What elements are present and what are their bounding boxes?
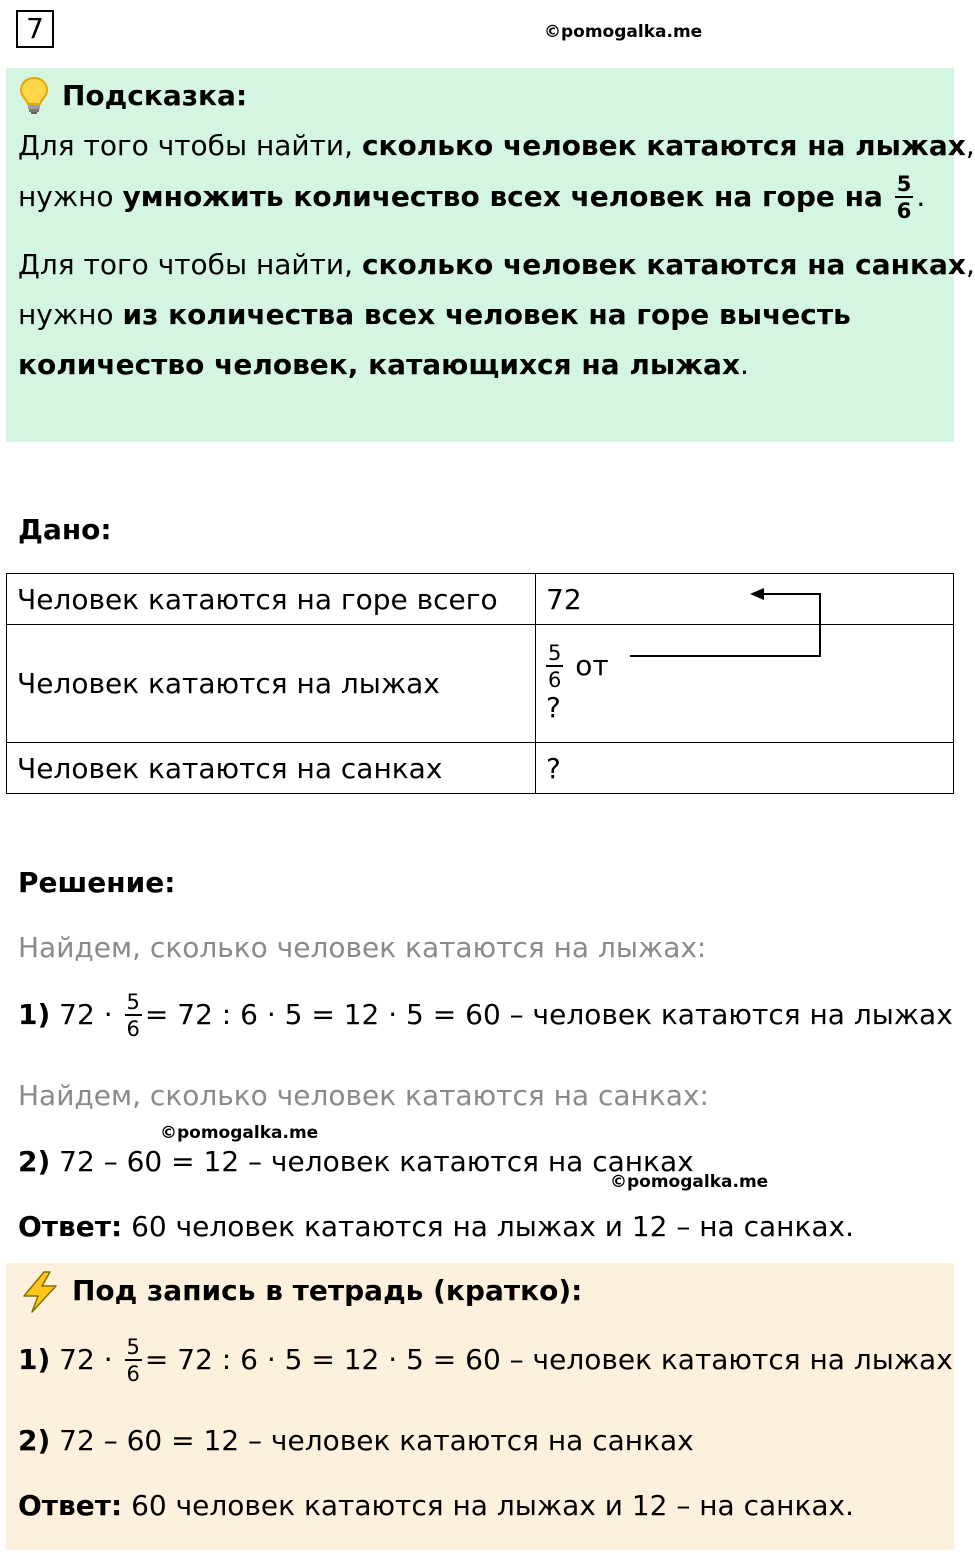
lightbulb-icon — [18, 76, 50, 116]
notebook-step-1: 1) 72 · $\frac{5}{6}$ = 72 : 6 · 5 = 12 · 5 = 60 – человек катаются на лыжах — [18, 1335, 953, 1386]
hint-line-3: Для того чтобы найти, сколько человек катаются на санках, — [18, 248, 975, 281]
solution-step-2: 2) 72 – 60 = 12 – человек катаются на санках — [18, 1145, 694, 1178]
given-label-ski: Человек катаются на лыжах — [7, 625, 536, 743]
hint-line-1: Для того чтобы найти, сколько человек катаются на лыжах, — [18, 129, 975, 162]
hint-line-4: нужно из количества всех человек на горе вычесть — [18, 298, 851, 331]
notebook-step-2: 2) 72 – 60 = 12 – человек катаются на санках — [18, 1424, 694, 1457]
arrow-connector-icon — [600, 580, 840, 670]
hint-line-2: нужно умножить количество всех человек на горе на $\frac{5}{6}$ . — [18, 172, 926, 223]
hint-fraction: $\frac{5}{6}$ — [896, 172, 912, 223]
solution-title: Решение: — [18, 866, 176, 899]
given-title: Дано: — [18, 513, 112, 546]
hint-line-5: количество человек, катающихся на лыжах. — [18, 348, 749, 381]
notebook-title: Под запись в тетрадь (кратко): — [72, 1274, 583, 1307]
solution-find-ski: Найдем, сколько человек катаются на лыжах: — [18, 931, 707, 964]
notebook-answer: Ответ: 60 человек катаются на лыжах и 12 – на санках. — [18, 1489, 855, 1522]
hint-title: Подсказка: — [62, 79, 248, 112]
given-value-ski: $\frac{5}{6}$ от ? — [536, 625, 954, 743]
watermark-mid-1: ©pomogalka.me — [160, 1123, 319, 1143]
solution-find-sled: Найдем, сколько человек катаются на санках: — [18, 1079, 709, 1112]
given-value-total: 72 — [536, 574, 954, 625]
solution-step-1: 1) 72 · $\frac{5}{6}$ = 72 : 6 · 5 = 12 · 5 = 60 – человек катаются на лыжах — [18, 990, 953, 1041]
watermark-top: ©pomogalka.me — [544, 22, 703, 42]
solution-answer: Ответ: 60 человек катаются на лыжах и 12 – на санках. — [18, 1210, 855, 1243]
given-label-sled: Человек катаются на санках — [7, 743, 536, 794]
task-number: 7 — [16, 10, 54, 48]
lightning-icon — [20, 1270, 62, 1314]
watermark-mid-2: ©pomogalka.me — [610, 1172, 769, 1192]
given-label-total: Человек катаются на горе всего — [7, 574, 536, 625]
given-row-sled — [7, 743, 954, 794]
given-value-sled: ? — [536, 743, 954, 794]
